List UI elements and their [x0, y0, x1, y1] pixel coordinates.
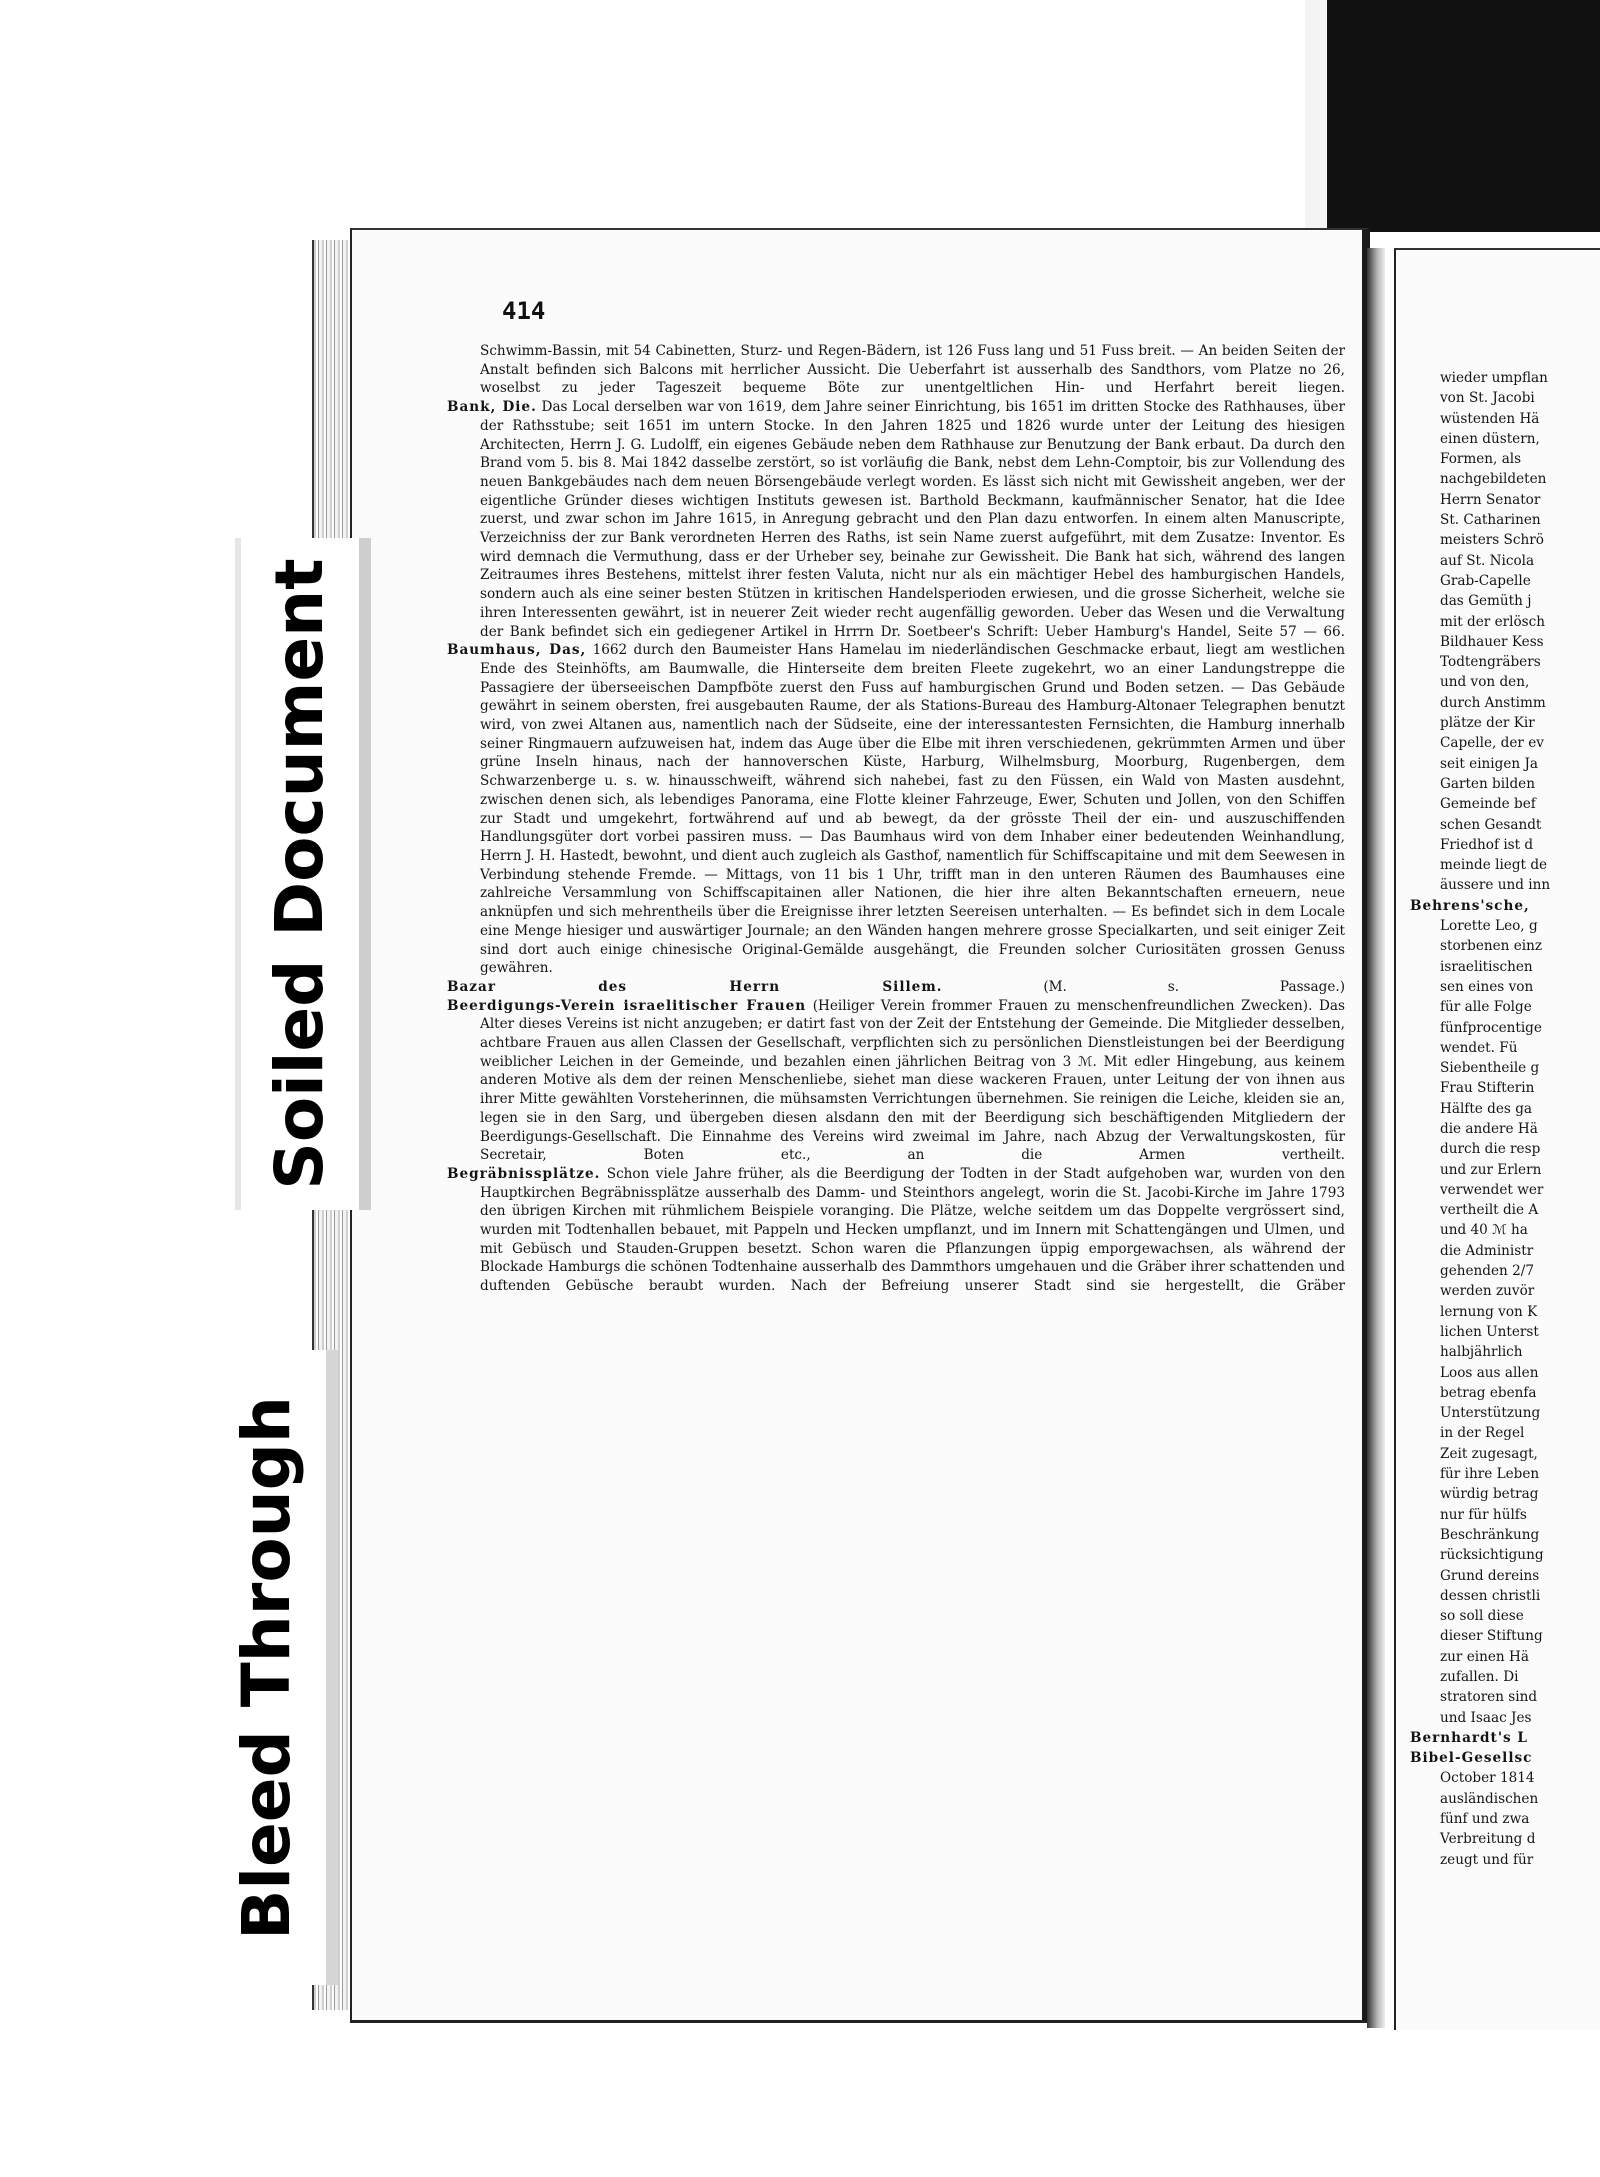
- entry-text: Das Local derselben war von 1619, dem Jahre seiner Einrichtung, bis 1651 im dritten Stocke des Rathhauses, über der Rathsstube; seit 1651 im untern Stocke. In den Jahren 1825 und 1826 wurde unter der Leitung des hiesigen Architecten, Herrn J. G. Ludolff, ein eigenes Gebäude neben dem Rathhause zur Benutzung der Bank erbaut. Da durch den Brand vom 5. bis 8. Mai 1842 dasselbe zerstört, so ist vorläufig die Bank, nebst dem Lehn-Comptoir, bis zur Vollendung des neuen Bankgebäudes nach dem neuen Börsengebäude verlegt worden. Es lässt sich nicht mit Gewissheit angeben, wer der eigentliche Gründer dieses wichtigen Instituts gewesen ist. Barthold Beckmann, kaufmännischer Senator, hat die Idee zuerst, und zwar schon im Jahre 1615, in Anregung gebracht und den Plan dazu entworfen. In einem alten Manuscripte, Verzeichniss der zur Bank verordneten Herren des Raths, ist sein Name zuerst aufgeführt, mit dem Zusatze: Inventor. Es wird demnach die Vermuthung, dass er der Urheber sey, beinahe zur Gewissheit. Die Bank hat sich, während des langen Zeitraumes ihres Bestehens, mittelst ihrer festen Valuta, nicht nur als ein mächtiger Hebel des hamburgischen Handels, sondern auch als eine seiner besten Stützen in kritischen Handelsperioden erwiesen, und die grosse Sicherheit, welche sie ihren Interessenten gewährt, ist in neuerer Zeit wieder recht augenfällig geworden. Ueber das Wesen und die Verwaltung der Bank befindet sich ein gediegener Artikel in Hrrrn Dr. Soetbeer's Schrift: Ueber Hamburg's Handel, Seite 57 — 66.: [480, 399, 1345, 640]
- right-page-line: durch die resp: [1440, 1141, 1541, 1158]
- right-page-line: schen Gesandt: [1440, 816, 1542, 833]
- entry-baumhaus: [447, 641, 1345, 978]
- right-page-line: lichen Unterst: [1440, 1323, 1539, 1340]
- right-page-line: dieser Stiftung: [1440, 1628, 1543, 1645]
- right-page-line: verwendet wer: [1440, 1181, 1544, 1198]
- right-page-line: nur für hülfs: [1440, 1506, 1527, 1523]
- bleed-through-label-text: Bleed Through: [228, 1395, 305, 1940]
- right-page-line: Grund dereins: [1440, 1567, 1540, 1584]
- right-page-line: wieder umpflan: [1440, 370, 1548, 386]
- right-page-line: meinde liegt de: [1440, 857, 1548, 874]
- left-page-text: [447, 342, 1345, 1296]
- right-page-line: Unterstützung: [1440, 1405, 1541, 1422]
- bleed-through-label: [208, 1350, 338, 1985]
- right-page-line: fünf und zwa: [1440, 1811, 1530, 1828]
- right-page-line: die andere Hä: [1440, 1120, 1538, 1137]
- right-page-line: meisters Schrö: [1440, 532, 1544, 549]
- right-page-line: storbenen einz: [1440, 938, 1543, 955]
- right-page-line: und zur Erlern: [1440, 1161, 1542, 1178]
- right-page-line: dessen christli: [1440, 1587, 1541, 1604]
- right-page-line: Hälfte des ga: [1440, 1100, 1533, 1117]
- soiled-document-label-text: Soiled Document: [261, 558, 338, 1190]
- right-page: [1394, 248, 1600, 2030]
- right-page-line: stratoren sind: [1440, 1689, 1538, 1706]
- scanner-edge-shadow: [1310, 0, 1600, 232]
- right-page-line: Zeit zugesagt,: [1440, 1445, 1538, 1462]
- entry-lemma: Baumhaus, Das,: [447, 642, 587, 659]
- right-page-text: [1410, 368, 1600, 1870]
- right-page-line: würdig betrag: [1440, 1486, 1539, 1503]
- right-page-line: Grab-Capelle: [1440, 572, 1531, 589]
- right-page-line: gehenden 2/7: [1440, 1263, 1535, 1280]
- right-page-line: für ihre Leben: [1440, 1466, 1540, 1483]
- right-page-line: sen eines von: [1440, 978, 1534, 995]
- right-page-line: so soll diese: [1440, 1608, 1524, 1625]
- right-page-line: wüstenden Hä: [1440, 410, 1540, 427]
- entry-text: (M. s. Passage.): [1043, 978, 1345, 995]
- right-page-line: Frau Stifterin: [1440, 1080, 1535, 1097]
- right-page-line: auf St. Nicola: [1440, 552, 1535, 569]
- entry-lemma: Beerdigungs-Verein israelitischer Frauen: [447, 997, 807, 1014]
- right-page-line: Garten bilden: [1440, 775, 1535, 792]
- right-page-line: vertheilt die A: [1440, 1202, 1539, 1219]
- right-page-line: in der Regel: [1440, 1425, 1525, 1442]
- right-page-line: fünfprocentige: [1440, 1019, 1542, 1036]
- right-page-line: und von den,: [1440, 674, 1530, 691]
- right-page-line: die Administr: [1440, 1242, 1534, 1259]
- right-page-line: von St. Jacobi: [1440, 390, 1535, 407]
- right-page-line: Gemeinde bef: [1440, 796, 1536, 813]
- right-page-line: plätze der Kir: [1440, 715, 1535, 732]
- right-page-line: das Gemüth j: [1440, 593, 1532, 610]
- right-page-line: halbjährlich: [1440, 1344, 1523, 1361]
- right-page-line: zeugt und für: [1440, 1851, 1534, 1868]
- right-page-line: Todtengräbers: [1440, 654, 1541, 671]
- right-page-line: israelitischen: [1440, 958, 1533, 975]
- right-page-line: wendet. Fü: [1440, 1039, 1518, 1056]
- right-page-line: zufallen. Di: [1440, 1669, 1519, 1685]
- right-page-line: Friedhof ist d: [1440, 836, 1534, 853]
- right-page-line: einen düstern,: [1440, 430, 1540, 447]
- right-page-line: nachgebildeten: [1440, 471, 1547, 488]
- right-page-line: Capelle, der ev: [1440, 735, 1544, 752]
- right-page-line: rücksichtigung: [1440, 1547, 1544, 1564]
- book-gutter: [1367, 248, 1385, 2028]
- right-page-line: und 40 ℳ ha: [1440, 1222, 1528, 1239]
- right-page-line: Loos aus allen: [1440, 1364, 1539, 1381]
- right-page-line: durch Anstimm: [1440, 694, 1546, 711]
- soiled-document-label: [235, 538, 371, 1210]
- scanner-edge-highlight: [1305, 0, 1327, 232]
- right-page-line: äussere und inn: [1440, 877, 1551, 894]
- entry-begraebnissplaetze: [447, 1165, 1345, 1296]
- right-page-line: seit einigen Ja: [1440, 755, 1539, 772]
- right-page-line: Lorette Leo, g: [1440, 918, 1538, 935]
- right-page-line: mit der erlösch: [1440, 613, 1546, 630]
- right-page-line: Bildhauer Kess: [1440, 633, 1544, 650]
- page-number: 414: [502, 297, 546, 325]
- entry-beerdigungs-verein: [447, 997, 1345, 1165]
- right-page-line: Bibel-Gesellsc: [1410, 1750, 1533, 1767]
- entry-bazar: [447, 978, 1345, 997]
- right-page-line: Herrn Senator: [1440, 491, 1541, 508]
- right-page-line: für alle Folge: [1440, 999, 1532, 1016]
- open-book: [312, 228, 1600, 2177]
- right-page-line: zur einen Hä: [1440, 1648, 1529, 1665]
- right-page-line: Bernhardt's L: [1410, 1729, 1528, 1746]
- entry-lemma: Begräbnissplätze.: [447, 1165, 601, 1182]
- right-page-line: October 1814: [1440, 1770, 1535, 1787]
- right-page-line: und Isaac Jes: [1440, 1709, 1532, 1726]
- entry-continuation: Schwimm-Bassin, mit 54 Cabinetten, Sturz- und Regen-Bädern, ist 126 Fuss lang und 51 Fuss breit. — An beiden Seiten der Anstalt befinden sich Balcons mit herrlicher Aussicht. Die Ueberfahrt ist ausserhalb des Sandthors, vom Platze no 26, woselbst zu jeder Tageszeit bequeme Böte zur unentgeltlichen Hin- und Herfahrt bereit liegen.: [480, 343, 1345, 397]
- entry-text: (Heiliger Verein frommer Frauen zu menschenfreundlichen Zwecken). Das Alter dieses Vereins ist nicht anzugeben; er datirt fast von der Zeit der Entstehung der Gemeinde. Die Mitglieder desselben, achtbare Frauen aus allen Classen der Gesellschaft, verpflichten sich zu persönlichen Dienstleistungen bei der Beerdigung weiblicher Leichen in der Gemeinde, und bezahlen einen jährlichen Beitrag von 3 ℳ. Mit edler Hingebung, aus keinem anderen Motive als dem der reinen Menschenliebe, siehet man diese wackeren Frauen, unter Leitung der von ihnen aus ihrer Mitte gewählten Vorsteherinnen, die mühsamsten Verrichtungen übernehmen. Sie reinigen die Leiche, kleiden sie an, legen sie in den Sarg, und übergeben diesen alsdann den mit der Beerdigung sich beschäftigenden Mitgliedern der Beerdigungs-Gesellschaft. Die Einnahme des Vereins wird zweimal im Jahre, nach Abzug der Verwaltungskosten, für Secretair, Boten etc., an die Armen vertheilt.: [480, 997, 1345, 1164]
- right-page-line: Verbreitung d: [1440, 1831, 1536, 1848]
- right-page-line: lernung von K: [1440, 1303, 1538, 1320]
- entry-lemma: Bazar des Herrn Sillem.: [447, 978, 943, 995]
- right-page-line: Beschränkung: [1440, 1526, 1540, 1543]
- right-page-line: Behrens'sche,: [1410, 897, 1530, 914]
- right-page-line: ausländischen: [1440, 1790, 1539, 1807]
- right-page-line: werden zuvör: [1440, 1283, 1535, 1300]
- right-page-line: betrag ebenfa: [1440, 1384, 1537, 1401]
- entry-lemma: Bank, Die.: [447, 399, 537, 416]
- entry-text: 1662 durch den Baumeister Hans Hamelau im niederländischen Geschmacke erbaut, liegt am westlichen Ende des Steinhöfts, am Baumwalle, die Hinterseite dem breiten Fleete zugekehrt, wo an einer Landungstreppe die Passagiere der überseeischen Dampfböte zuerst den Fuss auf hamburgischen Grund und Boden setzen. — Das Gebäude gewährt in seinem obersten, frei ausgebauten Raume, der als Stations-Bureau des Hamburg-Altonaer Telegraphen benutzt wird, von zwei Altanen aus, namentlich nach der Südseite, eine der interessantesten Fernsichten, die Hamburg innerhalb seiner Ringmauern aufzuweisen hat, indem das Auge über die Elbe mit ihren verschiedenen, gekrümmten Armen und über grüne Inseln hinaus, nach der hannoverschen Küste, Harburg, Wilhelmsburg, Moorburg, Rugenbergen, dem Schwarzenberge u. s. w. hinausschweift, während sich nahebei, fast zu den Füssen, ein Wald von Masten ausdehnt, zwischen denen sich, als lebendiges Panorama, eine Flotte kleiner Fahrzeuge, Ewer, Schuten und Jollen, von den Schiffen zur Stadt und umgekehrt, fortwährend auf und ab bewegt, da der grösste Theil der ein- und auszuschiffenden Handlungsgüter dort vorbei passiren muss. — Das Baumhaus wird von dem Inhaber einer bedeutenden Weinhandlung, Herrn J. H. Hastedt, bewohnt, und dient auch zugleich als Gasthof, namentlich für Schiffscapitaine und mit dem Seewesen in Verbindung stehende Fremde. — Mittags, von 11 bis 1 Uhr, trifft man in den unteren Räumen des Baumhauses eine zahlreiche Versammlung von Schiffscapitainen aller Nationen, die hier ihre alten Bekanntschaften erneuern, neue anknüpfen und sich mehrentheils über die Ereignisse ihrer letzten Seereisen unterhalten. — Es befindet sich in dem Locale eine Menge hiesiger und auswärtiger Journale; an den Wänden hangen mehrere grosse Specialkarten, und seit einiger Zeit sind dort auch einige chinesische Original-Gemälde ausgehängt, die Freunden solcher Curiositäten grossen Genuss gewähren.: [480, 642, 1345, 977]
- right-page-line: Siebentheile g: [1440, 1060, 1540, 1077]
- right-page-line: St. Catharinen: [1440, 512, 1541, 529]
- entry-text: Schon viele Jahre früher, als die Beerdigung der Todten in der Stadt aufgehoben war, wurden von den Hauptkirchen Begräbnissplätze ausserhalb des Damm- und Steinthors angelegt, worin die St. Jacobi-Kirche im Jahre 1793 den übrigen Kirchen mit rühmlichem Beispiele voranging. Die Plätze, welche seitdem um das Doppelte vergrössert sind, wurden mit Todtenhallen bebauet, mit Pappeln und Hecken umpflanzt, und im Innern mit Schattengängen und Ulmen, und mit Gebüsch und Stauden-Gruppen besetzt. Schon waren die Pflanzungen üppig emporgewachsen, als während der Blockade Hamburgs die schönen Todtenhaine ausserhalb des Dammthors umgehauen und die Gräber ihrer schattenden und duftenden Gebüsche beraubt wurden. Nach der Befreiung unserer Stadt sind sie hergestellt, die Gräber: [480, 1165, 1345, 1295]
- left-page: [350, 228, 1370, 2023]
- entry-bank: [447, 398, 1345, 641]
- right-page-line: Formen, als: [1440, 451, 1522, 468]
